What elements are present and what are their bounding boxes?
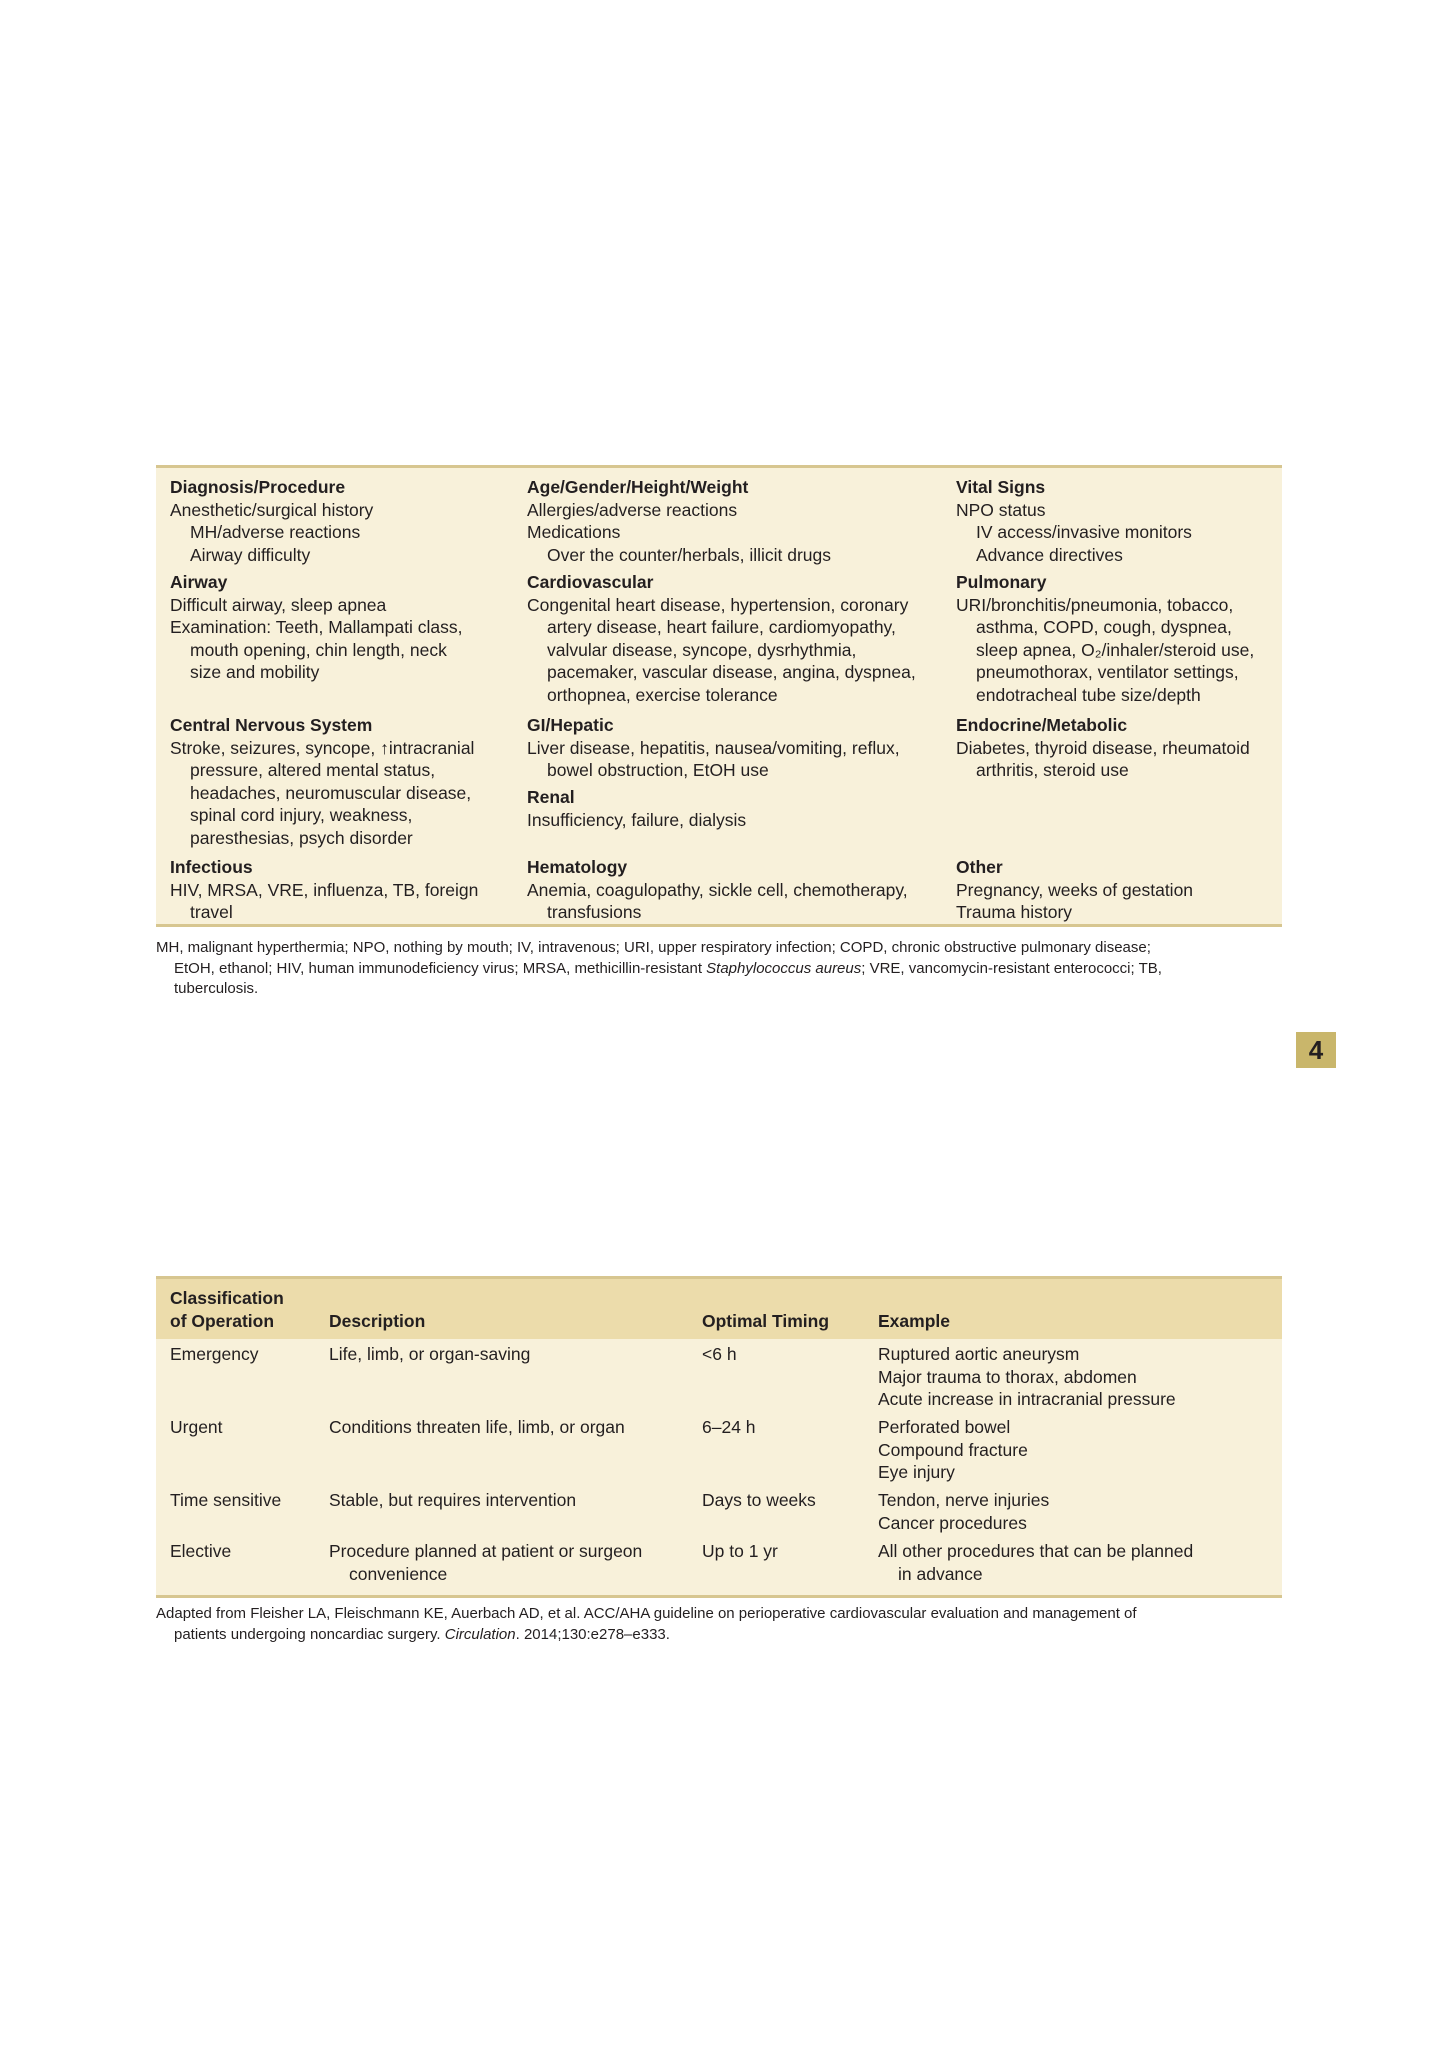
history-category bbox=[956, 714, 1276, 782]
example-cell-text: Perforated bowel bbox=[878, 1417, 1011, 1437]
example-cell-text: in advance bbox=[898, 1563, 983, 1584]
example-cell-text: Tendon, nerve injuries bbox=[878, 1490, 1050, 1510]
example-cell bbox=[878, 1540, 1278, 1585]
footnote-italic: Circulation bbox=[444, 1625, 516, 1643]
example-cell-text: All other procedures that can be planned bbox=[878, 1541, 1194, 1561]
history-category bbox=[956, 856, 1276, 924]
category-item: MH/adverse reactions bbox=[190, 522, 361, 543]
timing-cell-text: <6 h bbox=[702, 1344, 737, 1364]
chapter-tab: 4 bbox=[1296, 1032, 1336, 1068]
example-cell-text: Acute increase in intracranial pressure bbox=[878, 1389, 1176, 1410]
example-cell-text: Eye injury bbox=[878, 1462, 955, 1483]
description-cell-text: Life, limb, or organ-saving bbox=[329, 1344, 531, 1364]
category-item: Trauma history bbox=[956, 902, 1073, 923]
column-header bbox=[702, 1310, 829, 1333]
category-item: Examination: Teeth, Mallampati class, bbox=[170, 617, 463, 638]
history-category bbox=[956, 476, 1276, 566]
column-header bbox=[170, 1287, 284, 1332]
timing-cell-text: Days to weeks bbox=[702, 1490, 816, 1510]
category-item: NPO status bbox=[956, 499, 1046, 520]
category-heading: Airway bbox=[170, 572, 228, 592]
category-heading: GI/Hepatic bbox=[527, 715, 614, 735]
history-category bbox=[170, 476, 520, 566]
category-heading: Hematology bbox=[527, 857, 628, 877]
category-item: Over the counter/herbals, illicit drugs bbox=[547, 544, 832, 565]
timing-cell-text: Up to 1 yr bbox=[702, 1541, 778, 1561]
example-cell bbox=[878, 1489, 1278, 1534]
classification-cell-text: Urgent bbox=[170, 1417, 223, 1437]
category-item: travel bbox=[190, 902, 233, 923]
category-heading: Other bbox=[956, 857, 1003, 877]
category-item: HIV, MRSA, VRE, influenza, TB, foreign bbox=[170, 879, 479, 900]
timing-cell-text: 6–24 h bbox=[702, 1417, 756, 1437]
category-heading: Age/Gender/Height/Weight bbox=[527, 477, 749, 497]
category-item: Anemia, coagulopathy, sickle cell, chemotherapy, bbox=[527, 879, 908, 900]
footnote-text: ; VRE, vancomycin-resistant enterococci; TB, bbox=[861, 959, 1162, 977]
category-item: artery disease, heart failure, cardiomyopathy, bbox=[547, 617, 896, 638]
classification-cell bbox=[170, 1343, 320, 1366]
category-item: Difficult airway, sleep apnea bbox=[170, 594, 387, 615]
category-item: sleep apnea, O₂/inhaler/steroid use, bbox=[976, 639, 1255, 660]
footnote-line: MH, malignant hyperthermia; NPO, nothing by mouth; IV, intravenous; URI, upper respiratory infection; COPD, chronic obstructive pulmonary disease; bbox=[156, 939, 1151, 956]
classification-cell bbox=[170, 1540, 320, 1563]
footnote-line: tuberculosis. bbox=[174, 980, 259, 997]
description-cell-text: Procedure planned at patient or surgeon bbox=[329, 1541, 643, 1561]
classification-cell-text: Emergency bbox=[170, 1344, 259, 1364]
description-cell bbox=[329, 1489, 689, 1512]
timing-cell bbox=[702, 1540, 872, 1563]
description-cell-text: convenience bbox=[349, 1563, 448, 1584]
timing-cell bbox=[702, 1489, 872, 1512]
column-header bbox=[878, 1310, 950, 1333]
history-category bbox=[527, 476, 947, 566]
footnote-text: patients undergoing noncardiac surgery. bbox=[174, 1625, 445, 1643]
classification-table-footnote bbox=[156, 1604, 1282, 1645]
category-item: pneumothorax, ventilator settings, bbox=[976, 662, 1239, 683]
column-header-text: of Operation bbox=[170, 1310, 275, 1331]
footnote-line: Adapted from Fleisher LA, Fleischmann KE, Auerbach AD, et al. ACC/AHA guideline on perioperative cardiovascular evaluation and management of bbox=[156, 1605, 1137, 1622]
category-heading: Infectious bbox=[170, 857, 253, 877]
description-cell bbox=[329, 1343, 689, 1366]
category-item: Allergies/adverse reactions bbox=[527, 499, 738, 520]
category-item: Insufficiency, failure, dialysis bbox=[527, 809, 747, 830]
category-heading: Diagnosis/Procedure bbox=[170, 477, 346, 497]
category-item: Advance directives bbox=[976, 544, 1123, 565]
category-item: pressure, altered mental status, bbox=[190, 760, 436, 781]
history-checklist-table bbox=[156, 465, 1282, 927]
category-heading: Renal bbox=[527, 787, 575, 807]
category-item: pacemaker, vascular disease, angina, dyspnea, bbox=[547, 662, 916, 683]
example-cell-text: Major trauma to thorax, abdomen bbox=[878, 1366, 1137, 1387]
history-table-footnote bbox=[156, 938, 1282, 1000]
footnote-italic: Staphylococcus aureus bbox=[706, 959, 862, 977]
category-item: Congenital heart disease, hypertension, coronary bbox=[527, 594, 909, 615]
category-item: Stroke, seizures, syncope, ↑intracranial bbox=[170, 737, 475, 758]
description-cell-text: Conditions threaten life, limb, or organ bbox=[329, 1417, 625, 1437]
column-header-text: Optimal Timing bbox=[702, 1311, 830, 1331]
category-item: mouth opening, chin length, neck bbox=[190, 639, 447, 660]
category-item: size and mobility bbox=[190, 662, 320, 683]
classification-cell-text: Time sensitive bbox=[170, 1490, 282, 1510]
history-category bbox=[527, 714, 947, 782]
classification-cell-text: Elective bbox=[170, 1541, 232, 1561]
timing-cell bbox=[702, 1343, 872, 1366]
history-category bbox=[527, 571, 947, 707]
category-item: orthopnea, exercise tolerance bbox=[547, 684, 778, 705]
history-category bbox=[170, 714, 520, 850]
category-item: paresthesias, psych disorder bbox=[190, 827, 413, 848]
history-category bbox=[527, 856, 947, 924]
history-category bbox=[170, 571, 520, 684]
footnote-line bbox=[156, 1625, 1282, 1646]
category-item: Medications bbox=[527, 522, 621, 543]
category-heading: Cardiovascular bbox=[527, 572, 654, 592]
column-header-text: Example bbox=[878, 1311, 950, 1331]
timing-cell bbox=[702, 1416, 872, 1439]
column-header bbox=[329, 1310, 425, 1333]
category-item: URI/bronchitis/pneumonia, tobacco, bbox=[956, 594, 1234, 615]
example-cell bbox=[878, 1416, 1278, 1484]
history-category bbox=[956, 571, 1276, 707]
category-item: Diabetes, thyroid disease, rheumatoid bbox=[956, 737, 1250, 758]
category-item: Liver disease, hepatitis, nausea/vomiting, reflux, bbox=[527, 737, 900, 758]
category-item: headaches, neuromuscular disease, bbox=[190, 782, 472, 803]
classification-cell bbox=[170, 1416, 320, 1439]
category-item: arthritis, steroid use bbox=[976, 760, 1129, 781]
column-header-text: Classification bbox=[170, 1288, 284, 1308]
example-cell bbox=[878, 1343, 1278, 1411]
category-item: valvular disease, syncope, dysrhythmia, bbox=[547, 639, 857, 660]
example-cell-text: Ruptured aortic aneurysm bbox=[878, 1344, 1080, 1364]
category-heading: Pulmonary bbox=[956, 572, 1047, 592]
operation-classification-table bbox=[156, 1276, 1282, 1598]
category-item: IV access/invasive monitors bbox=[976, 522, 1192, 543]
classification-cell bbox=[170, 1489, 320, 1512]
category-item: spinal cord injury, weakness, bbox=[190, 805, 413, 826]
category-item: bowel obstruction, EtOH use bbox=[547, 760, 769, 781]
history-category bbox=[527, 786, 947, 831]
category-item: Airway difficulty bbox=[190, 544, 311, 565]
category-heading: Central Nervous System bbox=[170, 715, 373, 735]
description-cell bbox=[329, 1416, 689, 1439]
footnote-text: EtOH, ethanol; HIV, human immunodeficiency virus; MRSA, methicillin-resistant bbox=[174, 959, 707, 977]
column-header-text: Description bbox=[329, 1311, 426, 1331]
category-item: endotracheal tube size/depth bbox=[976, 684, 1201, 705]
example-cell-text: Cancer procedures bbox=[878, 1512, 1027, 1533]
example-cell-text: Compound fracture bbox=[878, 1439, 1028, 1460]
category-heading: Vital Signs bbox=[956, 477, 1046, 497]
history-category bbox=[170, 856, 520, 924]
category-heading: Endocrine/Metabolic bbox=[956, 715, 1128, 735]
footnote-text: . 2014;130:e278–e333. bbox=[515, 1625, 670, 1643]
category-item: asthma, COPD, cough, dyspnea, bbox=[976, 617, 1232, 638]
category-item: transfusions bbox=[547, 902, 642, 923]
footnote-line bbox=[156, 959, 1282, 980]
description-cell bbox=[329, 1540, 689, 1585]
category-item: Pregnancy, weeks of gestation bbox=[956, 879, 1194, 900]
category-item: Anesthetic/surgical history bbox=[170, 499, 374, 520]
description-cell-text: Stable, but requires intervention bbox=[329, 1490, 577, 1510]
